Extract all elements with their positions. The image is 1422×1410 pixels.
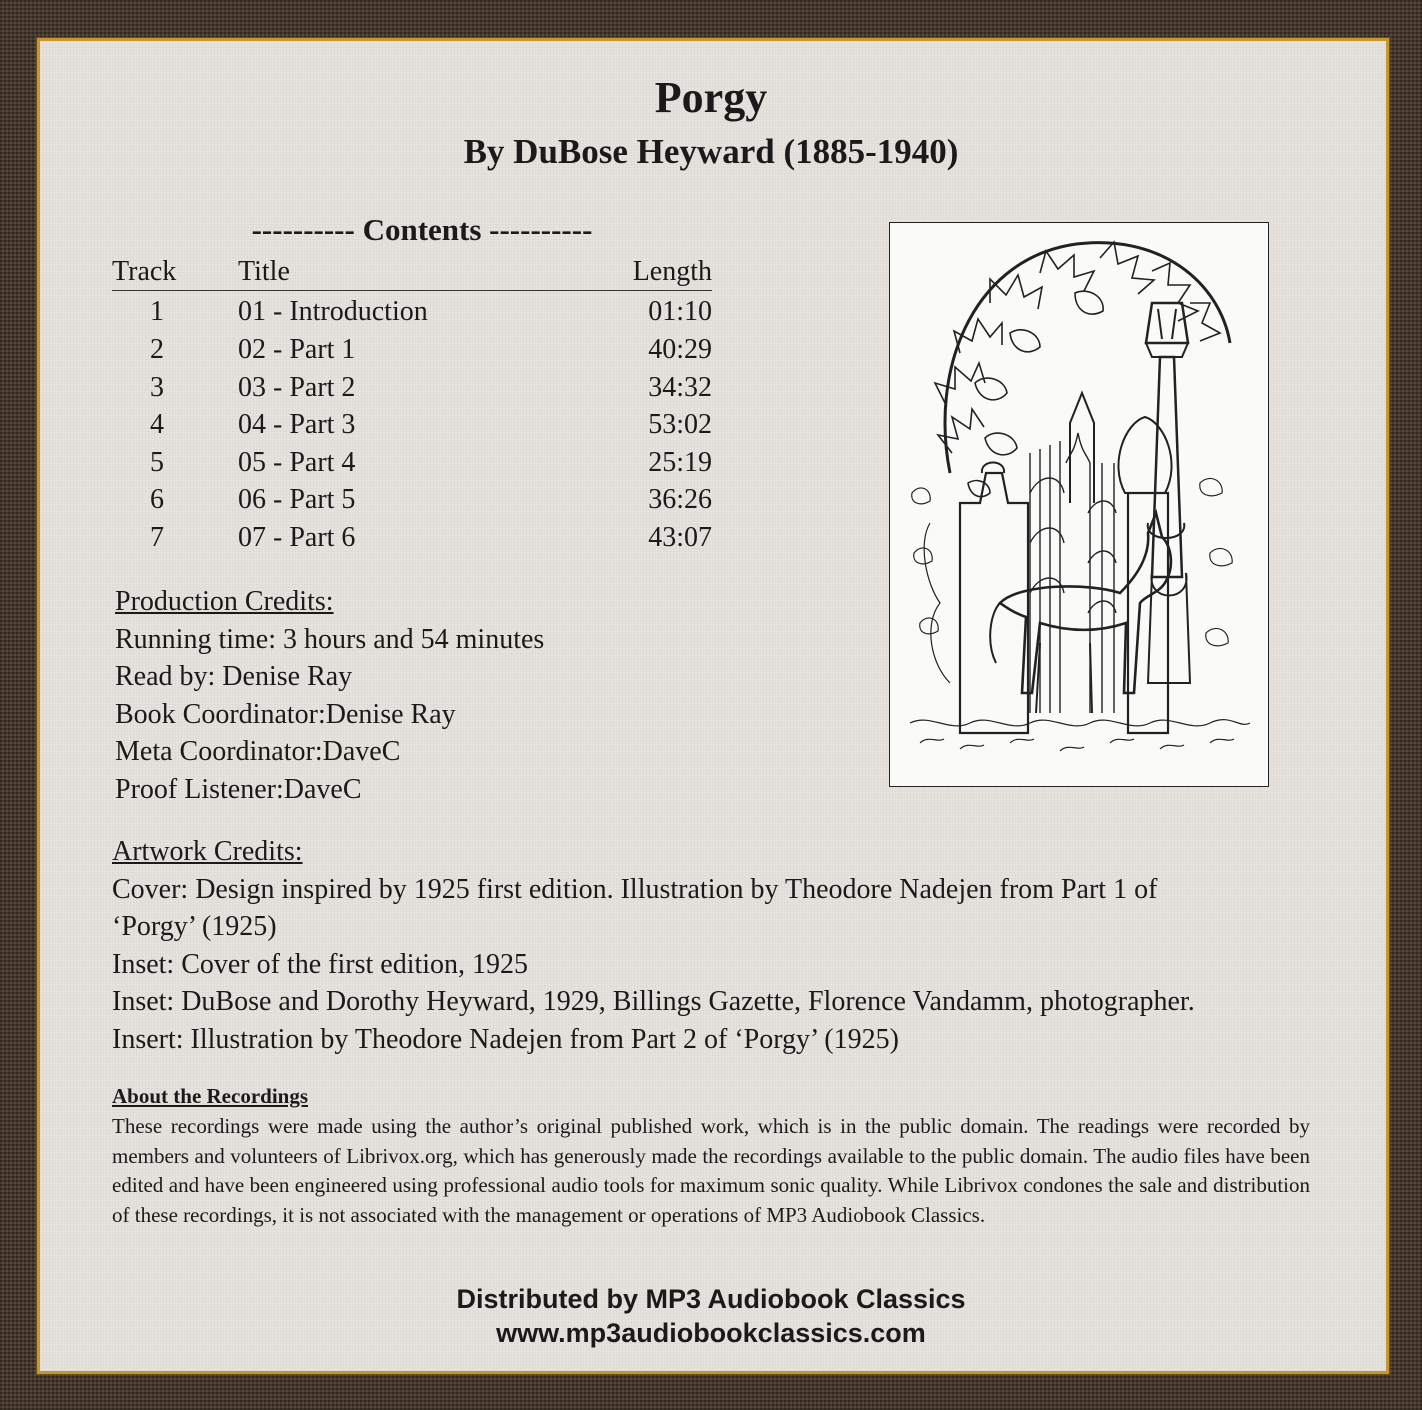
- track-length: 43:07: [648, 522, 712, 553]
- production-credit-line: Meta Coordinator:DaveC: [115, 736, 401, 767]
- track-row: [112, 334, 712, 371]
- track-title: 07 - Part 6: [238, 522, 356, 553]
- artwork-credit-line: Insert: Illustration by Theodore Nadejen from Part 2 of ‘Porgy’ (1925): [112, 1024, 899, 1055]
- track-title: 04 - Part 3: [238, 409, 356, 440]
- track-row: [112, 296, 712, 333]
- track-title: 05 - Part 4: [238, 447, 356, 478]
- track-title: 02 - Part 1: [238, 334, 356, 365]
- track-row: [112, 372, 712, 409]
- track-length: 01:10: [648, 296, 712, 327]
- book-title: Porgy: [654, 73, 768, 122]
- contents-table-header: [112, 256, 712, 291]
- track-length: 36:26: [648, 484, 712, 515]
- column-title: Title: [238, 256, 290, 287]
- track-row: [112, 484, 712, 521]
- track-title: 06 - Part 5: [238, 484, 356, 515]
- production-credit-line: Running time: 3 hours and 54 minutes: [115, 624, 545, 655]
- track-row: [112, 447, 712, 484]
- track-length: 34:32: [648, 372, 712, 403]
- track-length: 40:29: [648, 334, 712, 365]
- artwork-credit-line: ‘Porgy’ (1925): [112, 911, 277, 942]
- track-number: 5: [150, 447, 164, 478]
- artwork-credit-line: Inset: Cover of the first edition, 1925: [112, 949, 529, 980]
- track-row: [112, 409, 712, 446]
- contents-heading: ---------- Contents ----------: [251, 212, 593, 247]
- track-number: 3: [150, 372, 164, 403]
- production-credit-line: Read by: Denise Ray: [115, 661, 353, 692]
- about-heading: About the Recordings: [112, 1084, 309, 1108]
- track-row: [112, 522, 712, 559]
- track-length: 53:02: [648, 409, 712, 440]
- track-number: 7: [150, 522, 164, 553]
- artwork-credit-line: Inset: DuBose and Dorothy Heyward, 1929, Billings Gazette, Florence Vandamm, photographer.: [112, 986, 1195, 1017]
- gate-illustration: [889, 222, 1269, 787]
- about-paragraph: These recordings were made using the author’s original published work, which is in the public domain. The readings were recorded by members and volunteers of Librivox.org, which has generously made the recordings available to the public domain. The audio files have been edited and have been engineered using professional audio tools for maximum sonic quality. While Librivox condones the sale and distribution of these recordings, it is not associated with the management or operations of MP3 Audiobook Classics.: [112, 1114, 1310, 1227]
- track-length: 25:19: [648, 447, 712, 478]
- track-number: 6: [150, 484, 164, 515]
- column-length: Length: [632, 256, 712, 287]
- production-credit-line: Book Coordinator:Denise Ray: [115, 699, 456, 730]
- website-url: www.mp3audiobookclassics.com: [496, 1318, 926, 1348]
- production-credits-heading: Production Credits:: [115, 586, 334, 617]
- artwork-credits-heading: Artwork Credits:: [112, 836, 303, 867]
- author-line: By DuBose Heyward (1885-1940): [463, 132, 959, 171]
- track-title: 03 - Part 2: [238, 372, 356, 403]
- track-number: 1: [150, 296, 164, 327]
- production-credit-line: Proof Listener:DaveC: [115, 774, 362, 805]
- column-track: Track: [112, 256, 177, 287]
- track-title: 01 - Introduction: [238, 296, 428, 327]
- track-number: 2: [150, 334, 164, 365]
- donkey-gate-drawing: [890, 223, 1268, 786]
- track-number: 4: [150, 409, 164, 440]
- artwork-credit-line: Cover: Design inspired by 1925 first edition. Illustration by Theodore Nadejen from Part 1 of: [112, 874, 1158, 905]
- distributor-line: Distributed by MP3 Audiobook Classics: [456, 1284, 966, 1314]
